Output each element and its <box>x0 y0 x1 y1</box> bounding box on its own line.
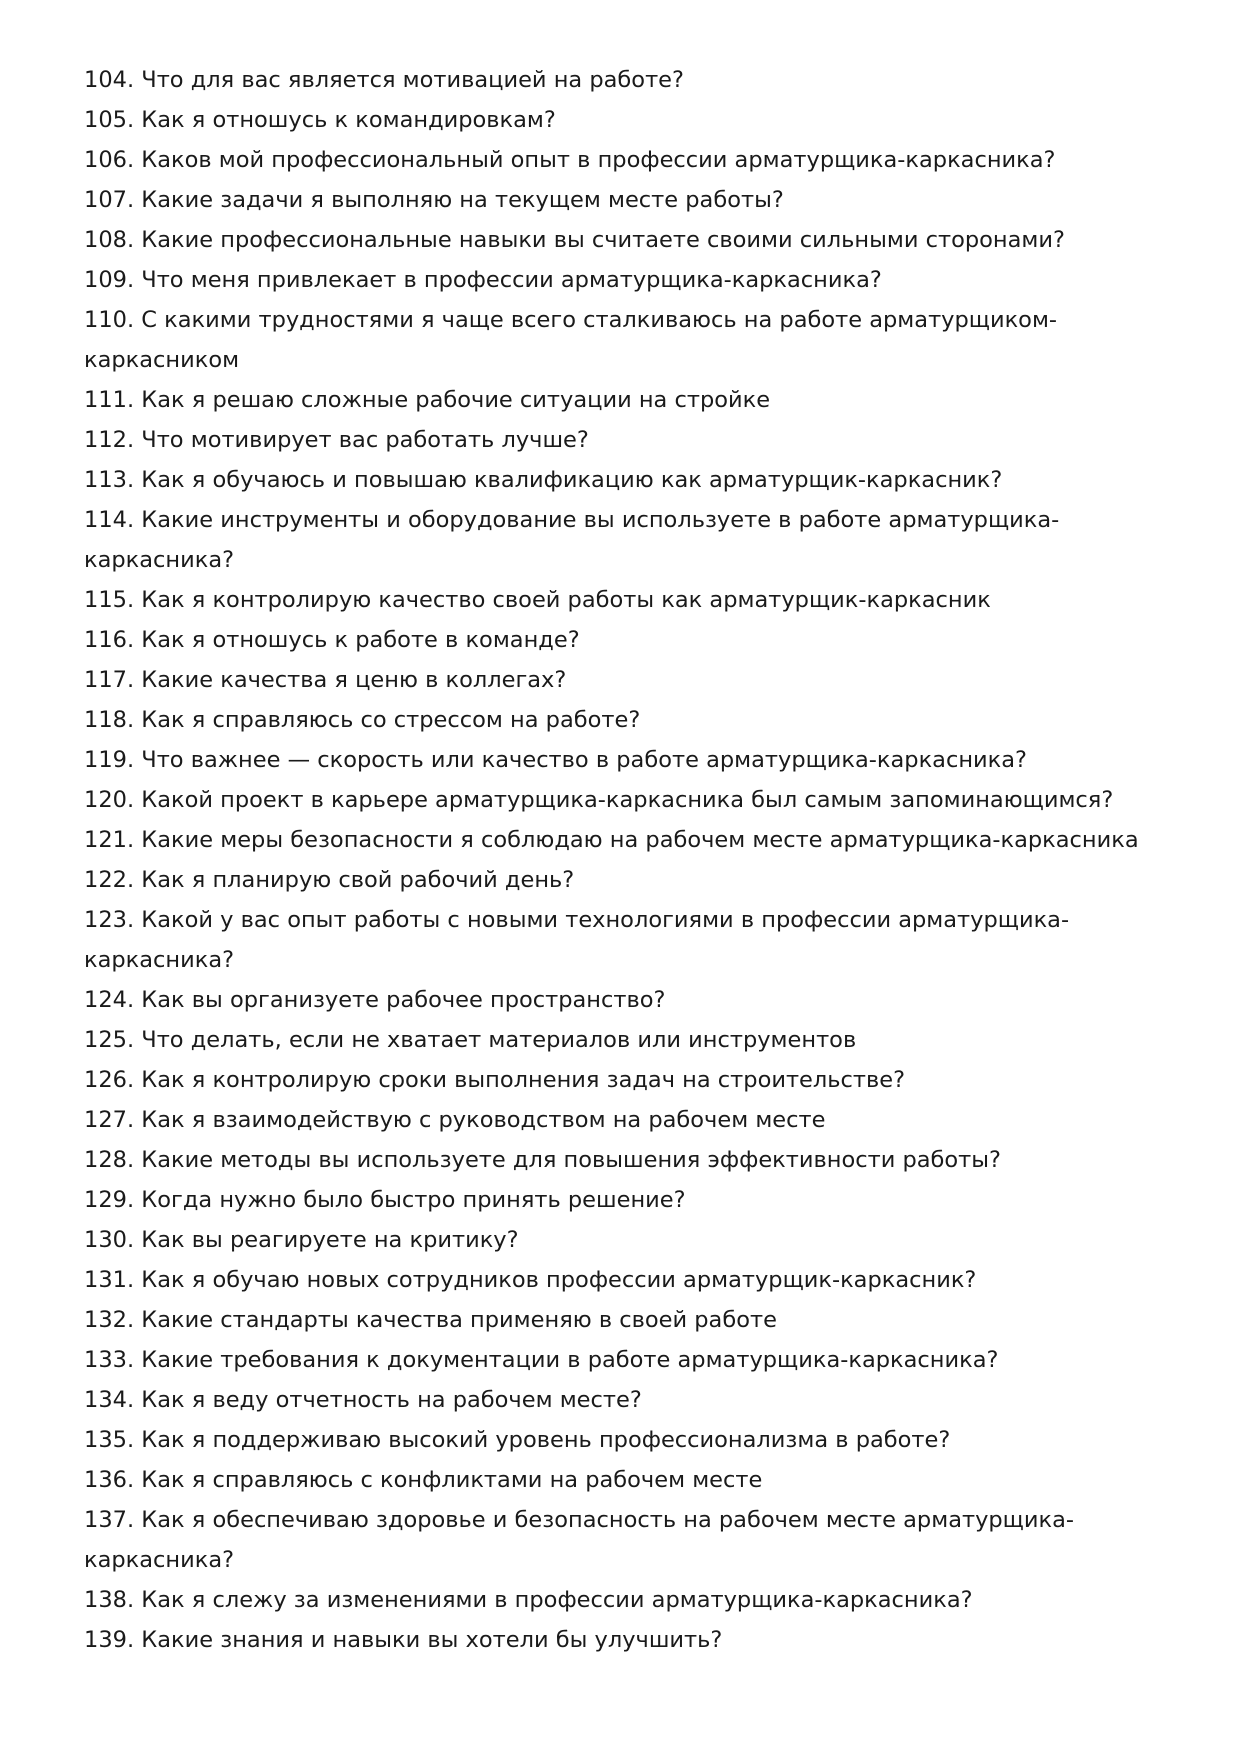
question-item <box>84 420 1164 460</box>
question-item <box>84 620 1164 660</box>
question-number: 109. <box>84 267 135 293</box>
question-number: 121. <box>84 827 135 853</box>
question-number: 107. <box>84 187 135 213</box>
question-text: Какие знания и навыки вы хотели бы улучшить? <box>141 1627 723 1653</box>
question-number: 108. <box>84 227 135 253</box>
question-text: Как я поддерживаю высокий уровень профессионализма в работе? <box>141 1427 951 1453</box>
question-item <box>84 60 1164 100</box>
question-text: Что для вас является мотивацией на работе? <box>141 67 684 93</box>
question-number: 113. <box>84 467 135 493</box>
question-item <box>84 1180 1164 1220</box>
question-item <box>84 1620 1164 1660</box>
question-number: 111. <box>84 387 135 413</box>
question-number: 106. <box>84 147 135 173</box>
question-item <box>84 1060 1164 1100</box>
question-number: 132. <box>84 1307 135 1333</box>
question-text: Какие методы вы используете для повышения эффективности работы? <box>141 1147 1001 1173</box>
question-item <box>84 1580 1164 1620</box>
question-text: Какой у вас опыт работы с новыми технологиями в профессии арматурщика-каркасника? <box>84 907 1070 973</box>
question-number: 138. <box>84 1587 135 1613</box>
question-item <box>84 580 1164 620</box>
question-item <box>84 900 1164 980</box>
question-text: Как я справляюсь со стрессом на работе? <box>141 707 641 733</box>
question-text: Как я контролирую качество своей работы как арматурщик-каркасник <box>141 587 991 613</box>
question-number: 135. <box>84 1427 135 1453</box>
question-text: Какой проект в карьере арматурщика-каркасника был самым запоминающимся? <box>141 787 1114 813</box>
question-text: Какие инструменты и оборудование вы используете в работе арматурщика-каркасника? <box>84 507 1060 573</box>
question-text: Как я обучаю новых сотрудников профессии арматурщик-каркасник? <box>141 1267 977 1293</box>
question-number: 127. <box>84 1107 135 1133</box>
question-item <box>84 1340 1164 1380</box>
question-item <box>84 1260 1164 1300</box>
question-text: Какие стандарты качества применяю в своей работе <box>141 1307 777 1333</box>
question-text: Как вы организуете рабочее пространство? <box>141 987 666 1013</box>
question-number: 136. <box>84 1467 135 1493</box>
question-number: 112. <box>84 427 135 453</box>
question-number: 105. <box>84 107 135 133</box>
question-text: Как я отношусь к работе в команде? <box>141 627 580 653</box>
question-number: 124. <box>84 987 135 1013</box>
question-number: 122. <box>84 867 135 893</box>
question-number: 131. <box>84 1267 135 1293</box>
question-text: Что важнее — скорость или качество в работе арматурщика-каркасника? <box>141 747 1027 773</box>
question-number: 110. <box>84 307 135 333</box>
question-item <box>84 300 1164 380</box>
question-item <box>84 820 1164 860</box>
question-number: 118. <box>84 707 135 733</box>
question-text: Как я обучаюсь и повышаю квалификацию как арматурщик-каркасник? <box>141 467 1003 493</box>
question-item <box>84 1140 1164 1180</box>
question-text: Как я взаимодействую с руководством на рабочем месте <box>141 1107 826 1133</box>
question-text: Как я веду отчетность на рабочем месте? <box>141 1387 642 1413</box>
question-number: 126. <box>84 1067 135 1093</box>
question-item <box>84 180 1164 220</box>
question-text: Каков мой профессиональный опыт в профессии арматурщика-каркасника? <box>141 147 1056 173</box>
question-text: Какие профессиональные навыки вы считаете своими сильными сторонами? <box>141 227 1065 253</box>
question-text: Как я отношусь к командировкам? <box>141 107 556 133</box>
question-item <box>84 1100 1164 1140</box>
question-text: Какие требования к документации в работе арматурщика-каркасника? <box>141 1347 999 1373</box>
question-item <box>84 260 1164 300</box>
question-text: Что делать, если не хватает материалов или инструментов <box>141 1027 857 1053</box>
question-item <box>84 100 1164 140</box>
question-number: 115. <box>84 587 135 613</box>
question-text: Как я решаю сложные рабочие ситуации на стройке <box>141 387 771 413</box>
question-text: С какими трудностями я чаще всего сталкиваюсь на работе арматурщиком-каркасником <box>84 307 1058 373</box>
question-list <box>84 60 1164 1660</box>
question-item <box>84 860 1164 900</box>
question-item <box>84 660 1164 700</box>
question-item <box>84 980 1164 1020</box>
question-number: 116. <box>84 627 135 653</box>
question-number: 125. <box>84 1027 135 1053</box>
question-item <box>84 380 1164 420</box>
question-text: Как я слежу за изменениями в профессии арматурщика-каркасника? <box>141 1587 973 1613</box>
question-number: 114. <box>84 507 135 533</box>
question-number: 123. <box>84 907 135 933</box>
question-text: Что мотивирует вас работать лучше? <box>141 427 589 453</box>
question-item <box>84 500 1164 580</box>
question-item <box>84 1300 1164 1340</box>
question-item <box>84 700 1164 740</box>
question-item <box>84 740 1164 780</box>
question-item <box>84 780 1164 820</box>
question-text: Какие качества я ценю в коллегах? <box>141 667 567 693</box>
question-text: Какие меры безопасности я соблюдаю на рабочем месте арматурщика-каркасника <box>141 827 1139 853</box>
question-number: 139. <box>84 1627 135 1653</box>
question-item <box>84 220 1164 260</box>
question-number: 128. <box>84 1147 135 1173</box>
question-number: 120. <box>84 787 135 813</box>
question-text: Как я контролирую сроки выполнения задач на строительстве? <box>141 1067 906 1093</box>
question-number: 133. <box>84 1347 135 1373</box>
question-item <box>84 1020 1164 1060</box>
question-item <box>84 140 1164 180</box>
question-text: Какие задачи я выполняю на текущем месте работы? <box>141 187 784 213</box>
question-item <box>84 1460 1164 1500</box>
question-number: 130. <box>84 1227 135 1253</box>
question-number: 119. <box>84 747 135 773</box>
question-text: Как вы реагируете на критику? <box>141 1227 519 1253</box>
question-text: Что меня привлекает в профессии арматурщика-каркасника? <box>141 267 882 293</box>
question-item <box>84 1500 1164 1580</box>
question-text: Как я обеспечиваю здоровье и безопасность на рабочем месте арматурщика-каркасника? <box>84 1507 1074 1573</box>
question-text: Как я справляюсь с конфликтами на рабочем месте <box>141 1467 763 1493</box>
question-number: 104. <box>84 67 135 93</box>
question-number: 129. <box>84 1187 135 1213</box>
question-number: 117. <box>84 667 135 693</box>
question-item <box>84 1380 1164 1420</box>
question-text: Когда нужно было быстро принять решение? <box>141 1187 686 1213</box>
question-item <box>84 1420 1164 1460</box>
question-number: 134. <box>84 1387 135 1413</box>
question-number: 137. <box>84 1507 135 1533</box>
question-text: Как я планирую свой рабочий день? <box>141 867 575 893</box>
question-item <box>84 460 1164 500</box>
question-item <box>84 1220 1164 1260</box>
